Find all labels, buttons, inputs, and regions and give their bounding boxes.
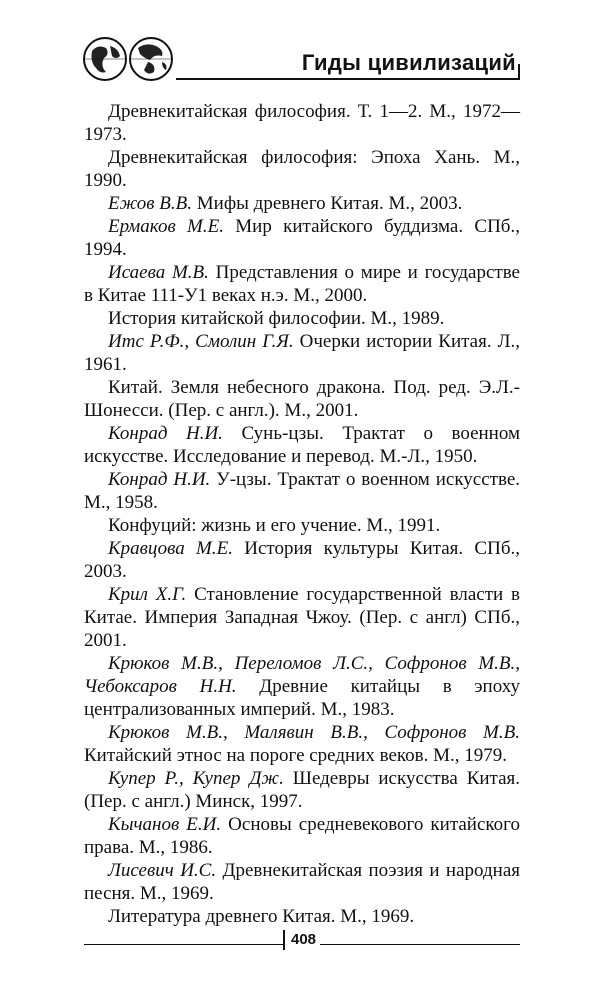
bibliography-entry	[84, 330, 520, 376]
entry-text: История культуры Китая. СПб., 2003.	[84, 538, 520, 582]
bibliography-entry	[84, 767, 520, 813]
bibliography-entry	[84, 422, 520, 468]
entry-author: Лисевич И.С.	[108, 860, 217, 881]
entry-text: Мифы древнего Китая. М., 2003.	[192, 193, 463, 214]
bibliography-entry	[84, 215, 520, 261]
bibliography-entry	[84, 859, 520, 905]
entry-text: Древнекитайская поэзия и народная песня. М., 1969.	[84, 860, 520, 904]
header-rule-end	[518, 64, 520, 80]
entry-author: Крюков М.В., Малявин В.В., Софронов М.В.	[108, 722, 520, 743]
entry-text: Литература древнего Китая. М., 1969.	[108, 906, 415, 927]
entry-author: Конрад Н.И.	[108, 469, 211, 490]
entry-text: Мир китайского буддизма. СПб., 1994.	[84, 216, 520, 260]
entry-author: Крил Х.Г.	[108, 584, 187, 605]
entry-text: Сунь-цзы. Трактат о военном искусстве. Исследование и перевод. М.-Л., 1950.	[84, 423, 520, 467]
bibliography-entry	[84, 652, 520, 721]
entry-author: Кычанов Е.И.	[108, 814, 222, 835]
bibliography-entry	[84, 537, 520, 583]
entry-author: Крюков М.В., Переломов Л.С., Софронов М.В., Чебоксаров Н.Н.	[84, 653, 520, 697]
header-title: Гиды цивилизаций	[301, 50, 516, 75]
bibliography-entry	[84, 146, 520, 192]
bibliography-entry	[84, 813, 520, 859]
running-header	[0, 0, 600, 90]
entry-author: Ежов В.В.	[108, 193, 193, 214]
bibliography-entry	[84, 721, 520, 767]
entry-text: Шедевры искусства Китая. (Пер. с англ.) Минск, 1997.	[84, 768, 520, 812]
entry-author: Исаева М.В.	[108, 262, 209, 283]
bibliography-entry	[84, 583, 520, 652]
entry-text: Основы средневекового китайского права. М., 1986.	[84, 814, 520, 858]
bibliography-entry	[84, 261, 520, 307]
page-number: 408	[283, 930, 320, 950]
bibliography-entry	[84, 376, 520, 422]
entry-author: Ермаков М.Е.	[108, 216, 224, 237]
entry-text: Конфуций: жизнь и его учение. М., 1991.	[108, 515, 441, 536]
bibliography-entry	[84, 307, 520, 330]
entry-text: Становление государственной власти в Китае. Империя Западная Чжоу. (Пер. с англ) СПб., 2001.	[84, 584, 520, 651]
bibliography-entry	[84, 905, 520, 928]
globe-hemispheres-icon	[82, 36, 174, 82]
entry-text: У-цзы. Трактат о военном искусстве. М., 1958.	[84, 469, 521, 513]
entry-author: Кравцова М.Е.	[108, 538, 233, 559]
entry-text: Китайский этнос на пороге средних веков. М., 1979.	[84, 745, 508, 766]
entry-text: Древнекитайская философия. Т. 1—2. М., 1972—1973.	[84, 101, 520, 145]
header-rule	[176, 78, 520, 80]
bibliography-list	[84, 100, 520, 928]
entry-author: Купер Р., Купер Дж.	[108, 768, 284, 789]
entry-text: Представления о мире и государстве в Китае 111-У1 веках н.э. М., 2000.	[84, 262, 520, 306]
entry-text: Китай. Земля небесного дракона. Под. ред. Э.Л.-Шонесси. (Пер. с англ.). М., 2001.	[84, 377, 520, 421]
bibliography-entry	[84, 514, 520, 537]
entry-text: Древние китайцы в эпоху централизованных империй. М., 1983.	[84, 676, 520, 720]
entry-text: История китайской философии. М., 1989.	[108, 308, 445, 329]
bibliography-entry	[84, 468, 520, 514]
entry-text: Древнекитайская философия: Эпоха Хань. М., 1990.	[84, 147, 520, 191]
bibliography-entry	[84, 100, 520, 146]
entry-author: Конрад Н.И.	[108, 423, 223, 444]
bibliography-entry	[84, 192, 520, 215]
entry-author: Итс Р.Ф., Смолин Г.Я.	[108, 331, 294, 352]
entry-text: Очерки истории Китая. Л., 1961.	[84, 331, 520, 375]
